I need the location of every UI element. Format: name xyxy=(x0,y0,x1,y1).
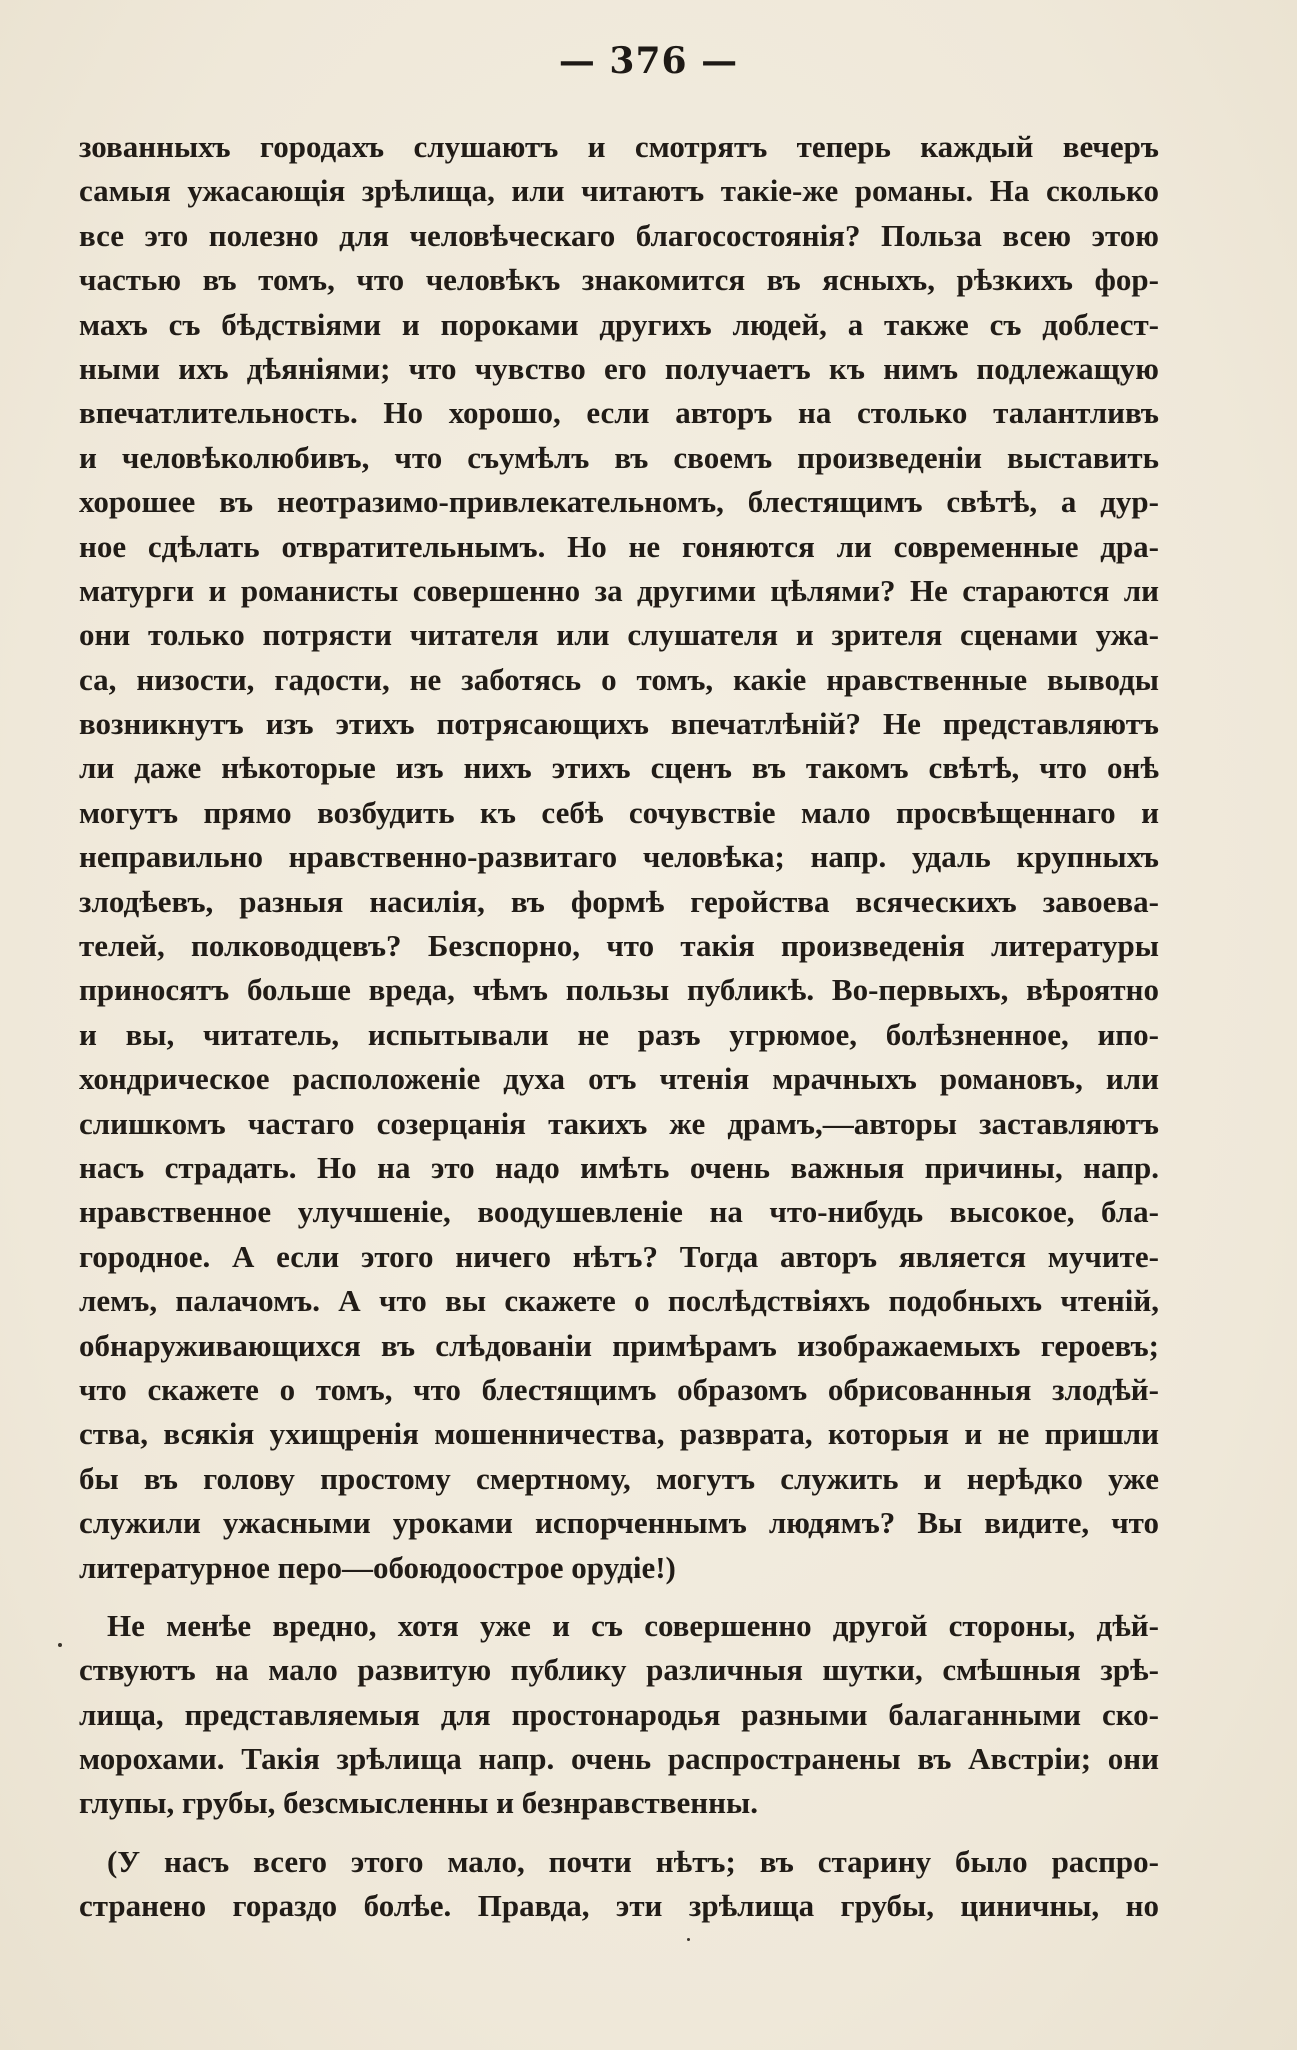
text-line: ствуютъ на мало развитую публику различныя шутки, смѣшныя зрѣ- xyxy=(79,1652,1159,1688)
text-line: зованныхъ городахъ слушаютъ и смотрятъ теперь каждый вечеръ xyxy=(79,129,1159,164)
paragraph-2 xyxy=(79,1604,1159,1826)
ink-speck xyxy=(687,1938,690,1941)
text-line: са, низости, гадости, не заботясь о томъ, какіе нравственные выводы xyxy=(79,661,1159,697)
text-line: впечатлительность. Но хорошо, если авторъ на столько талантливъ xyxy=(79,395,1159,431)
text-line: ства, всякія ухищренія мошенничества, разврата, которыя и не пришли xyxy=(79,1416,1159,1452)
text-line: морохами. Такія зрѣлища напр. очень распространены въ Австріи; они xyxy=(79,1741,1159,1777)
text-line: матурги и романисты совершенно за другими цѣлями? Не стараются ли xyxy=(79,572,1159,608)
text-line: злодѣевъ, разныя насилія, въ формѣ геройства всяческихъ завоева- xyxy=(79,883,1159,919)
paragraph-3 xyxy=(79,1840,1159,1929)
text-line: частью въ томъ, что человѣкъ знакомится въ ясныхъ, рѣзкихъ фор- xyxy=(79,262,1159,298)
paragraph-gap xyxy=(79,1590,1159,1604)
text-line: махъ съ бѣдствіями и пороками другихъ людей, а также съ доблест- xyxy=(79,306,1159,342)
text-line: приносятъ больше вреда, чѣмъ пользы публикѣ. Во-первыхъ, вѣроятно xyxy=(79,972,1159,1008)
paragraph-gap xyxy=(79,1826,1159,1840)
text-line: и человѣколюбивъ, что съумѣлъ въ своемъ произведеніи выставить xyxy=(79,439,1159,475)
paragraph-1 xyxy=(79,125,1159,1590)
text-line: могутъ прямо возбудить къ себѣ сочувствіе мало просвѣщеннаго и xyxy=(79,794,1159,830)
text-line: городное. А если этого ничего нѣтъ? Тогда авторъ является мучите- xyxy=(79,1238,1159,1274)
text-line: бы въ голову простому смертному, могутъ служить и нерѣдко уже xyxy=(79,1460,1159,1496)
text-line: и вы, читатель, испытывали не разъ угрюмое, болѣзненное, ипо- xyxy=(79,1016,1159,1052)
body-text xyxy=(79,125,1159,1929)
text-line: служили ужасными уроками испорченнымъ людямъ? Вы видите, что xyxy=(79,1505,1159,1541)
text-line: литературное перо—обоюдоострое орудіе!) xyxy=(79,1549,676,1585)
ink-speck xyxy=(58,1643,62,1647)
text-line: ными ихъ дѣяніями; что чувство его получаетъ къ нимъ подлежащую xyxy=(79,350,1159,386)
text-line: телей, полководцевъ? Безспорно, что такія произведенія литературы xyxy=(79,928,1159,964)
text-line: лемъ, палачомъ. А что вы скажете о послѣдствіяхъ подобныхъ чтеній, xyxy=(79,1283,1159,1319)
text-line: обнаруживающихся въ слѣдованіи примѣрамъ изображаемыхъ героевъ; xyxy=(79,1327,1159,1363)
text-line: самыя ужасающія зрѣлища, или читаютъ такіе-же романы. На сколько xyxy=(79,173,1159,209)
text-line: они только потрясти читателя или слушателя и зрителя сценами ужа- xyxy=(79,617,1159,653)
text-line: хондрическое расположеніе духа отъ чтенія мрачныхъ романовъ, или xyxy=(79,1061,1159,1097)
text-line: ное сдѣлать отвратительнымъ. Но не гоняются ли современные дра- xyxy=(79,528,1159,564)
text-line: слишкомъ частаго созерцанія такихъ же драмъ,—авторы заставляютъ xyxy=(79,1105,1159,1141)
text-line: неправильно нравственно-развитаго человѣка; напр. удаль крупныхъ xyxy=(79,839,1159,875)
text-line: лища, представляемыя для простонародья разными балаганными ско- xyxy=(79,1696,1159,1732)
text-line: (У насъ всего этого мало, почти нѣтъ; въ старину было распро- xyxy=(107,1843,1159,1879)
text-line: странено гораздо болѣе. Правда, эти зрѣлища грубы, циничны, но xyxy=(79,1888,1159,1924)
text-line: все это полезно для человѣческаго благосостоянія? Польза всею этою xyxy=(79,217,1159,253)
text-line: глупы, грубы, безсмысленны и безнравственны. xyxy=(79,1785,758,1821)
text-line: что скажете о томъ, что блестящимъ образомъ обрисованныя злодѣй- xyxy=(79,1371,1159,1407)
text-line: нравственное улучшеніе, воодушевленіе на что-нибудь высокое, бла- xyxy=(79,1194,1159,1230)
text-line: хорошее въ неотразимо-привлекательномъ, блестящимъ свѣтѣ, а дур- xyxy=(79,484,1159,520)
text-line: Не менѣе вредно, хотя уже и съ совершенно другой стороны, дѣй- xyxy=(107,1607,1159,1643)
text-line: ли даже нѣкоторые изъ нихъ этихъ сценъ въ такомъ свѣтѣ, что онѣ xyxy=(79,750,1159,786)
text-line: насъ страдать. Но на это надо имѣть очень важныя причины, напр. xyxy=(79,1149,1159,1185)
page-number: — 376 — xyxy=(558,40,739,82)
text-line: возникнутъ изъ этихъ потрясающихъ впечатлѣній? Не представляютъ xyxy=(79,706,1159,742)
